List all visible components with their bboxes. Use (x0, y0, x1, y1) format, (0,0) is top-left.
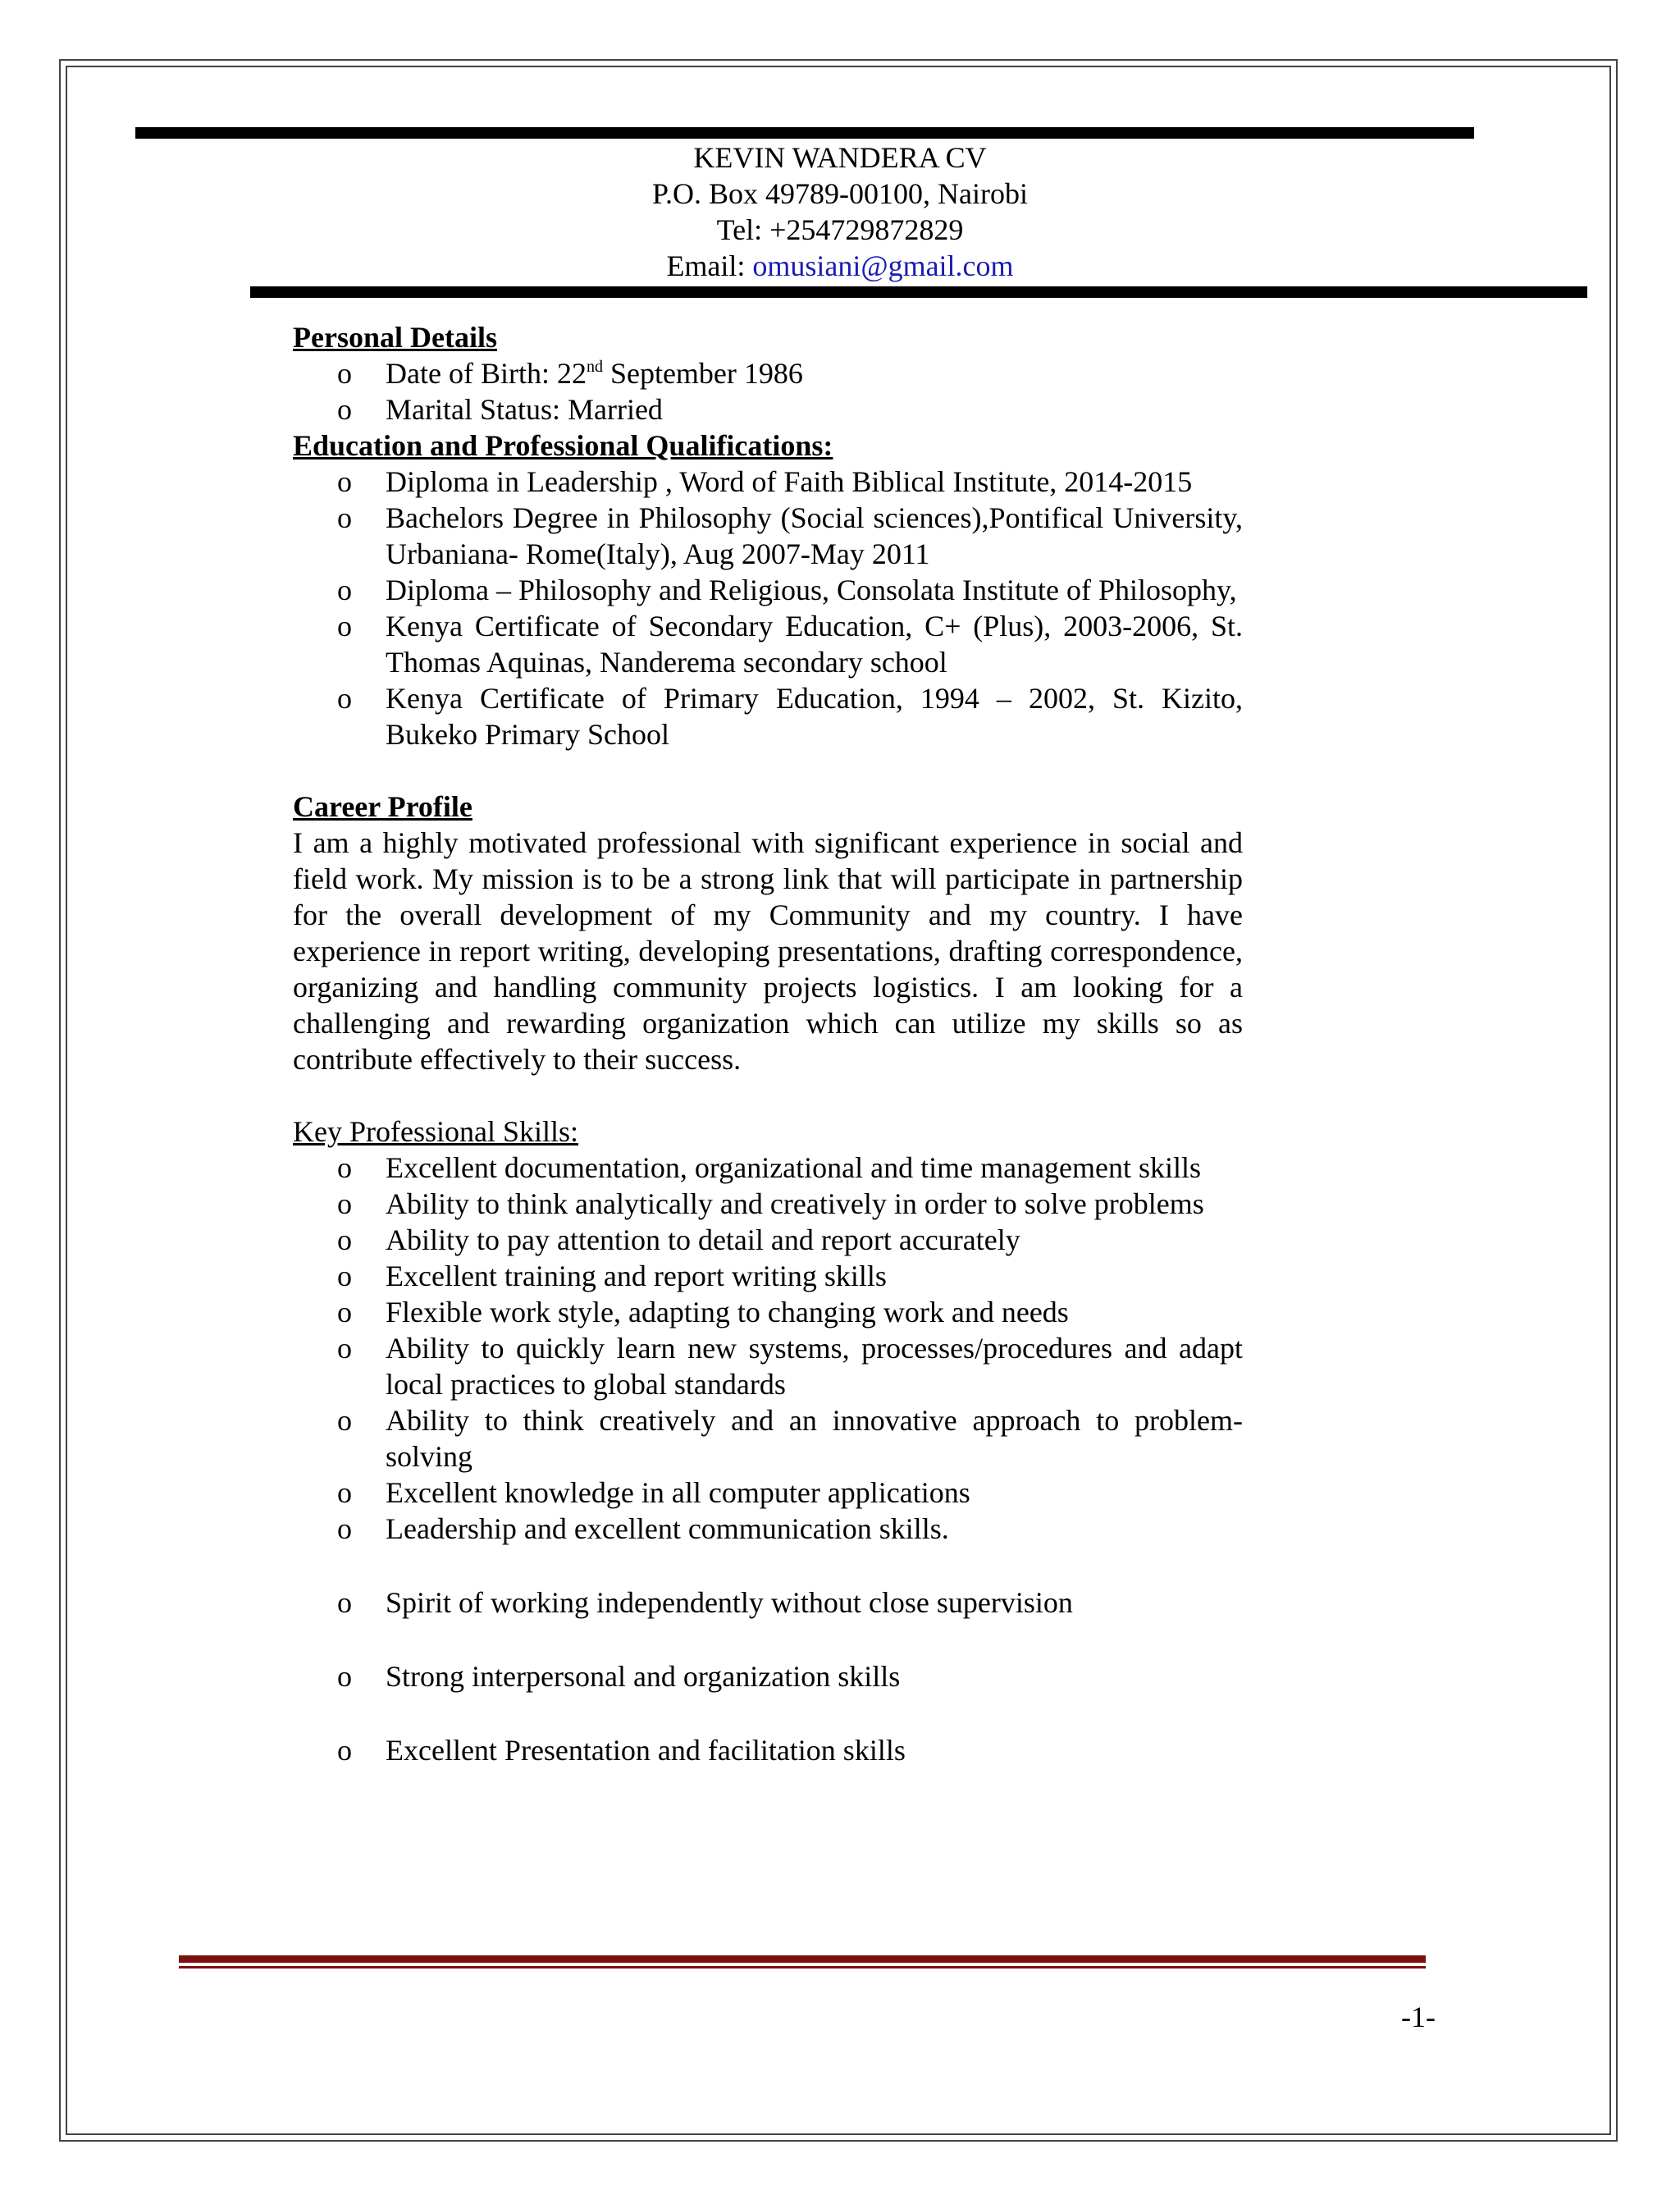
list-item (293, 1150, 1243, 1186)
dob-text-end: September 1986 (602, 357, 803, 390)
skill-item: Strong interpersonal and organization skills (386, 1660, 901, 1693)
list-item (293, 1584, 1243, 1621)
bullet-marker: o (337, 501, 352, 534)
bullet-marker: o (337, 1734, 352, 1767)
header-rule-bottom (250, 286, 1587, 298)
footer-rule-thin (179, 1966, 1426, 1969)
education-item: Kenya Certificate of Secondary Education, C+ (Plus), 2003-2006, St. Thomas Aquinas, Nanderema secondary school (386, 610, 1243, 679)
personal-details-heading: Personal Details (293, 321, 497, 354)
bullet-marker: o (337, 1260, 352, 1292)
marital-status: Marital Status: Married (386, 393, 663, 426)
page-number: -1- (1401, 2001, 1436, 2033)
key-skills-list-4 (293, 1732, 1243, 1768)
list-item (293, 680, 1243, 752)
spacer (293, 1694, 1243, 1732)
list-item (293, 1186, 1243, 1222)
list-item (293, 1294, 1243, 1330)
cv-body (293, 319, 1243, 1768)
list-item (293, 464, 1243, 500)
skill-item: Ability to quickly learn new systems, processes/procedures and adapt local practices to global standards (386, 1332, 1243, 1401)
list-item (293, 1511, 1243, 1547)
bullet-marker: o (337, 393, 352, 426)
bullet-marker: o (337, 1660, 352, 1693)
bullet-marker: o (337, 610, 352, 642)
skill-item: Ability to think analytically and creatively in order to solve problems (386, 1187, 1204, 1220)
skill-item: Excellent documentation, organizational and time management skills (386, 1151, 1202, 1184)
bullet-marker: o (337, 1187, 352, 1220)
list-item (293, 355, 1243, 391)
list-item (293, 1475, 1243, 1511)
cv-header (0, 139, 1680, 284)
education-item: Diploma in Leadership , Word of Faith Biblical Institute, 2014-2015 (386, 465, 1193, 498)
list-item (293, 1222, 1243, 1258)
list-item (293, 500, 1243, 572)
cv-name: KEVIN WANDERA CV (693, 141, 987, 174)
key-skills-heading: Key Professional Skills: (293, 1115, 578, 1148)
list-item (293, 608, 1243, 680)
bullet-marker: o (337, 1586, 352, 1619)
cv-address: P.O. Box 49789-00100, Nairobi (652, 177, 1028, 210)
skill-item: Ability to think creatively and an innovative approach to problem-solving (386, 1404, 1243, 1473)
spacer (293, 1621, 1243, 1658)
cv-tel: Tel: +254729872829 (716, 213, 964, 246)
bullet-marker: o (337, 1476, 352, 1509)
dob-text: Date of Birth: 22 (386, 357, 587, 390)
list-item (293, 1330, 1243, 1402)
bullet-marker: o (337, 1296, 352, 1328)
spacer (293, 1077, 1243, 1113)
bullet-marker: o (337, 1512, 352, 1545)
spacer (293, 1547, 1243, 1584)
skill-item: Leadership and excellent communication skills. (386, 1512, 949, 1545)
personal-details-list (293, 355, 1243, 428)
education-item: Diploma – Philosophy and Religious, Consolata Institute of Philosophy, (386, 574, 1237, 606)
skill-item: Spirit of working independently without close supervision (386, 1586, 1073, 1619)
key-skills-list (293, 1150, 1243, 1547)
education-list (293, 464, 1243, 752)
bullet-marker: o (337, 574, 352, 606)
footer-rule-thick (179, 1955, 1426, 1963)
dob-superscript: nd (586, 358, 603, 376)
email-link[interactable]: omusiani@gmail.com (752, 249, 1014, 282)
skill-item: Ability to pay attention to detail and report accurately (386, 1223, 1020, 1256)
list-item (293, 1258, 1243, 1294)
bullet-marker: o (337, 465, 352, 498)
list-item (293, 1732, 1243, 1768)
career-profile-text: I am a highly motivated professional with significant experience in social and field work. My mission is to be a strong link that will participate in partnership for the overall development of my Community and my country. I have experience in report writing, developing presentations, drafting correspondence, organizing and handling community projects logistics. I am looking for a challenging and rewarding organization which can utilize my skills so as contribute effectively to their success. (293, 826, 1243, 1076)
bullet-marker: o (337, 1404, 352, 1437)
list-item (293, 572, 1243, 608)
bullet-marker: o (337, 1151, 352, 1184)
cv-email-line (0, 248, 1680, 284)
spacer (293, 752, 1243, 789)
skill-item: Flexible work style, adapting to changing work and needs (386, 1296, 1069, 1328)
career-profile-heading: Career Profile (293, 790, 472, 823)
list-item (293, 391, 1243, 428)
bullet-marker: o (337, 1332, 352, 1365)
list-item (293, 1402, 1243, 1475)
list-item (293, 1658, 1243, 1694)
header-rule-top (135, 127, 1474, 139)
email-label: Email: (666, 249, 753, 282)
skill-item: Excellent knowledge in all computer applications (386, 1476, 970, 1509)
skill-item: Excellent training and report writing skills (386, 1260, 887, 1292)
key-skills-list-3 (293, 1658, 1243, 1694)
education-heading: Education and Professional Qualifications: (293, 429, 833, 462)
bullet-marker: o (337, 357, 352, 390)
bullet-marker: o (337, 1223, 352, 1256)
bullet-marker: o (337, 682, 352, 715)
education-item: Kenya Certificate of Primary Education, 1994 – 2002, St. Kizito, Bukeko Primary School (386, 682, 1243, 751)
skill-item: Excellent Presentation and facilitation skills (386, 1734, 906, 1767)
key-skills-list-2 (293, 1584, 1243, 1621)
education-item: Bachelors Degree in Philosophy (Social sciences),Pontifical University, Urbaniana- Rome(Italy), Aug 2007-May 2011 (386, 501, 1243, 570)
